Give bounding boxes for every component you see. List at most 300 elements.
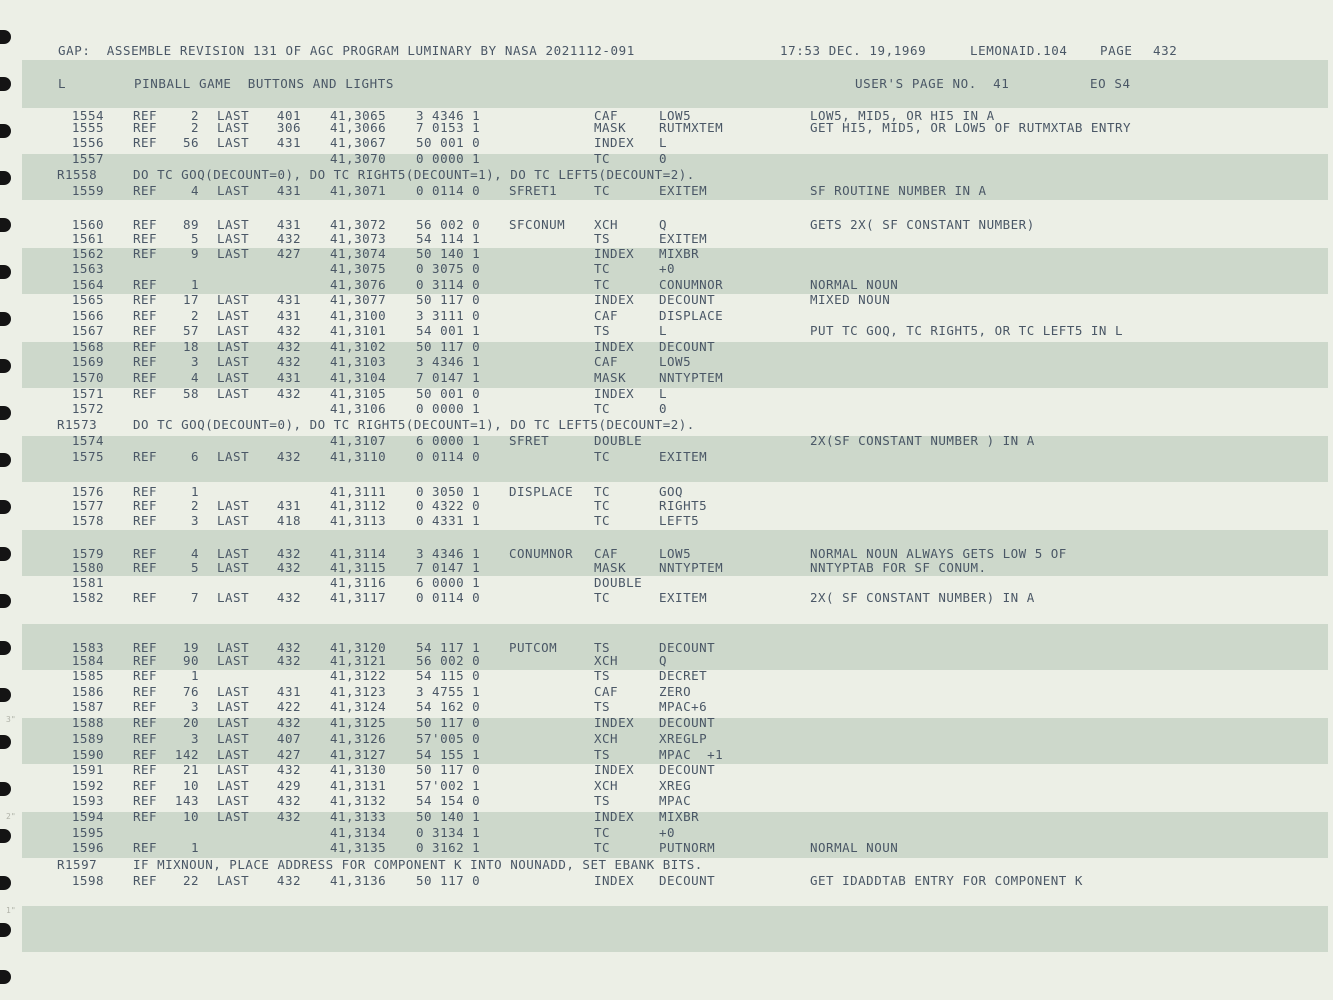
field-refn: 20 — [182, 715, 199, 730]
field-last: LAST — [217, 684, 250, 699]
field-refn: 56 — [182, 135, 199, 150]
field-lastn: 418 — [276, 513, 301, 528]
field-op: TC — [594, 484, 611, 499]
line-number: 1561 — [71, 231, 104, 246]
listing-line — [0, 668, 1333, 683]
line-number: 1559 — [71, 183, 104, 198]
field-addr: 41,3106 — [330, 401, 387, 416]
field-addr: 41,3114 — [330, 546, 387, 561]
field-addr: 41,3125 — [330, 715, 387, 730]
field-operand: LOW5 — [659, 546, 692, 561]
field-addr: 41,3075 — [330, 261, 387, 276]
field-addr: 41,3136 — [330, 873, 387, 888]
field-ref: REF — [133, 370, 158, 385]
field-code: 3 4755 1 — [416, 684, 481, 699]
field-operand: EXITEM — [659, 449, 708, 464]
field-refn: 1 — [190, 484, 199, 499]
field-operand: CONUMNOR — [659, 277, 724, 292]
field-refn: 4 — [190, 546, 199, 561]
field-op: CAF — [594, 546, 619, 561]
line-number: 1556 — [71, 135, 104, 150]
field-code: 50 117 0 — [416, 873, 481, 888]
field-code: 0 0114 0 — [416, 590, 481, 605]
field-refn: 3 — [190, 354, 199, 369]
assembly-title: GAP: ASSEMBLE REVISION 131 OF AGC PROGRAM LUMINARY BY NASA 2021112-091 — [58, 43, 635, 58]
field-last: LAST — [217, 778, 250, 793]
field-code: 0 0000 1 — [416, 401, 481, 416]
listing-line — [0, 401, 1333, 416]
field-lastn: 432 — [276, 762, 301, 777]
field-ref: REF — [133, 715, 158, 730]
line-number: R1573 — [57, 417, 98, 432]
remark-text: IF MIXNOUN, PLACE ADDRESS FOR COMPONENT K INTO NOUNADD, SET EBANK BITS. — [133, 857, 703, 872]
field-lastn: 432 — [276, 546, 301, 561]
field-lastn: 432 — [276, 560, 301, 575]
line-number: 1592 — [71, 778, 104, 793]
line-number: R1558 — [57, 167, 98, 182]
field-op: INDEX — [594, 762, 635, 777]
field-label: SFRET1 — [509, 183, 558, 198]
field-comment: MIXED NOUN — [810, 292, 891, 307]
field-op: XCH — [594, 217, 619, 232]
listing-line — [0, 323, 1333, 338]
field-comment: 2X(SF CONSTANT NUMBER ) IN A — [810, 433, 1035, 448]
field-refn: 4 — [190, 370, 199, 385]
field-last: LAST — [217, 135, 250, 150]
listing-line — [0, 231, 1333, 246]
field-lastn: 431 — [276, 498, 301, 513]
remark-text: DO TC GOQ(DECOUNT=0), DO TC RIGHT5(DECOUNT=1), DO TC LEFT5(DECOUNT=2). — [133, 417, 695, 432]
field-addr: 41,3065 — [330, 108, 387, 123]
field-ref: REF — [133, 873, 158, 888]
field-last: LAST — [217, 308, 250, 323]
field-operand: DECOUNT — [659, 762, 716, 777]
field-code: 54 155 1 — [416, 747, 481, 762]
field-addr: 41,3126 — [330, 731, 387, 746]
line-number: 1580 — [71, 560, 104, 575]
listing-line — [0, 857, 1333, 872]
field-code: 6 0000 1 — [416, 575, 481, 590]
field-lastn: 431 — [276, 684, 301, 699]
field-last: LAST — [217, 323, 250, 338]
section-marker: L — [58, 76, 67, 91]
line-number: 1568 — [71, 339, 104, 354]
field-operand: EXITEM — [659, 590, 708, 605]
line-number: R1597 — [57, 857, 98, 872]
field-op: INDEX — [594, 715, 635, 730]
field-ref: REF — [133, 217, 158, 232]
field-lastn: 432 — [276, 354, 301, 369]
field-code: 0 0114 0 — [416, 183, 481, 198]
field-refn: 4 — [190, 183, 199, 198]
field-ref: REF — [133, 323, 158, 338]
field-refn: 76 — [182, 684, 199, 699]
field-refn: 89 — [182, 217, 199, 232]
field-last: LAST — [217, 183, 250, 198]
field-lastn: 432 — [276, 873, 301, 888]
field-operand: L — [659, 323, 668, 338]
field-refn: 10 — [182, 809, 199, 824]
field-ref: REF — [133, 339, 158, 354]
field-label: SFRET — [509, 433, 550, 448]
field-lastn: 432 — [276, 653, 301, 668]
field-comment: LOW5, MID5, OR HI5 IN A — [810, 108, 995, 123]
line-number: 1564 — [71, 277, 104, 292]
listing-line — [0, 183, 1333, 198]
field-refn: 21 — [182, 762, 199, 777]
line-number: 1584 — [71, 653, 104, 668]
listing-line — [0, 873, 1333, 888]
line-number: 1567 — [71, 323, 104, 338]
field-op: MASK — [594, 370, 627, 385]
field-op: DOUBLE — [594, 575, 643, 590]
field-lastn: 401 — [276, 108, 301, 123]
field-ref: REF — [133, 277, 158, 292]
field-refn: 19 — [182, 640, 199, 655]
field-last: LAST — [217, 292, 250, 307]
field-addr: 41,3124 — [330, 699, 387, 714]
field-op: TC — [594, 401, 611, 416]
field-op: MASK — [594, 560, 627, 575]
field-last: LAST — [217, 217, 250, 232]
field-addr: 41,3104 — [330, 370, 387, 385]
field-refn: 3 — [190, 731, 199, 746]
binder-hole — [0, 77, 11, 91]
line-number: 1557 — [71, 151, 104, 166]
field-addr: 41,3073 — [330, 231, 387, 246]
line-number: 1589 — [71, 731, 104, 746]
binder-hole — [0, 923, 11, 937]
field-addr: 41,3105 — [330, 386, 387, 401]
field-operand: MIXBR — [659, 246, 700, 261]
green-band — [22, 906, 1328, 952]
listing-line — [0, 370, 1333, 385]
source-label: LEMONAID.104 — [970, 43, 1068, 58]
field-last: LAST — [217, 653, 250, 668]
field-op: TC — [594, 840, 611, 855]
field-code: 54 114 1 — [416, 231, 481, 246]
field-last: LAST — [217, 120, 250, 135]
field-refn: 58 — [182, 386, 199, 401]
field-op: TC — [594, 825, 611, 840]
field-op: INDEX — [594, 339, 635, 354]
field-operand: L — [659, 386, 668, 401]
line-number: 1582 — [71, 590, 104, 605]
field-op: XCH — [594, 653, 619, 668]
listing-line — [0, 560, 1333, 575]
field-lastn: 427 — [276, 747, 301, 762]
field-last: LAST — [217, 546, 250, 561]
field-operand: MIXBR — [659, 809, 700, 824]
field-last: LAST — [217, 246, 250, 261]
field-op: INDEX — [594, 292, 635, 307]
field-code: 0 4331 1 — [416, 513, 481, 528]
field-op: TC — [594, 261, 611, 276]
remark-text: DO TC GOQ(DECOUNT=0), DO TC RIGHT5(DECOUNT=1), DO TC LEFT5(DECOUNT=2). — [133, 167, 695, 182]
field-refn: 22 — [182, 873, 199, 888]
field-last: LAST — [217, 560, 250, 575]
field-op: XCH — [594, 778, 619, 793]
field-comment: PUT TC GOQ, TC RIGHT5, OR TC LEFT5 IN L — [810, 323, 1123, 338]
field-operand: L — [659, 135, 668, 150]
field-operand: LOW5 — [659, 354, 692, 369]
listing-line — [0, 575, 1333, 590]
field-ref: REF — [133, 183, 158, 198]
line-number: 1598 — [71, 873, 104, 888]
field-operand: DECOUNT — [659, 292, 716, 307]
field-code: 6 0000 1 — [416, 433, 481, 448]
field-operand: EXITEM — [659, 183, 708, 198]
line-number: 1593 — [71, 793, 104, 808]
field-last: LAST — [217, 354, 250, 369]
line-number: 1587 — [71, 699, 104, 714]
field-code: 0 3162 1 — [416, 840, 481, 855]
field-refn: 17 — [182, 292, 199, 307]
field-refn: 142 — [174, 747, 199, 762]
field-ref: REF — [133, 292, 158, 307]
field-code: 3 3111 0 — [416, 308, 481, 323]
field-addr: 41,3131 — [330, 778, 387, 793]
field-lastn: 432 — [276, 339, 301, 354]
listing-line — [0, 747, 1333, 762]
field-lastn: 427 — [276, 246, 301, 261]
line-number: 1560 — [71, 217, 104, 232]
field-addr: 41,3113 — [330, 513, 387, 528]
field-addr: 41,3115 — [330, 560, 387, 575]
field-addr: 41,3107 — [330, 433, 387, 448]
field-last: LAST — [217, 339, 250, 354]
field-code: 50 001 0 — [416, 135, 481, 150]
listing-line — [0, 762, 1333, 777]
listing-line — [0, 498, 1333, 513]
timestamp: 17:53 DEC. 19,1969 — [780, 43, 927, 58]
field-comment: SF ROUTINE NUMBER IN A — [810, 183, 987, 198]
line-number: 1595 — [71, 825, 104, 840]
field-addr: 41,3102 — [330, 339, 387, 354]
listing-line — [0, 339, 1333, 354]
field-lastn: 432 — [276, 231, 301, 246]
field-code: 54 117 1 — [416, 640, 481, 655]
field-code: 0 0000 1 — [416, 151, 481, 166]
field-operand: DECOUNT — [659, 339, 716, 354]
field-op: INDEX — [594, 873, 635, 888]
field-addr: 41,3074 — [330, 246, 387, 261]
field-last: LAST — [217, 498, 250, 513]
field-refn: 3 — [190, 513, 199, 528]
line-number: 1585 — [71, 668, 104, 683]
field-ref: REF — [133, 640, 158, 655]
field-refn: 2 — [190, 108, 199, 123]
field-op: MASK — [594, 120, 627, 135]
field-refn: 57 — [182, 323, 199, 338]
field-addr: 41,3132 — [330, 793, 387, 808]
line-number: 1570 — [71, 370, 104, 385]
listing-line — [0, 653, 1333, 668]
line-number: 1571 — [71, 386, 104, 401]
field-ref: REF — [133, 354, 158, 369]
field-comment: NORMAL NOUN — [810, 840, 899, 855]
field-code: 50 117 0 — [416, 339, 481, 354]
field-ref: REF — [133, 840, 158, 855]
field-code: 54 115 0 — [416, 668, 481, 683]
field-lastn: 422 — [276, 699, 301, 714]
page-number: 432 — [1153, 43, 1178, 58]
field-operand: RUTMXTEM — [659, 120, 724, 135]
field-ref: REF — [133, 546, 158, 561]
field-refn: 2 — [190, 308, 199, 323]
field-ref: REF — [133, 513, 158, 528]
field-ref: REF — [133, 809, 158, 824]
field-lastn: 432 — [276, 590, 301, 605]
field-op: XCH — [594, 731, 619, 746]
field-addr: 41,3127 — [330, 747, 387, 762]
field-addr: 41,3070 — [330, 151, 387, 166]
field-operand: 0 — [659, 151, 668, 166]
field-code: 3 4346 1 — [416, 354, 481, 369]
field-operand: 0 — [659, 401, 668, 416]
line-number: 1562 — [71, 246, 104, 261]
field-addr: 41,3130 — [330, 762, 387, 777]
listing-line — [0, 590, 1333, 605]
field-addr: 41,3133 — [330, 809, 387, 824]
field-ref: REF — [133, 731, 158, 746]
field-comment: GET IDADDTAB ENTRY FOR COMPONENT K — [810, 873, 1083, 888]
field-label: DISPLACE — [509, 484, 574, 499]
field-operand: MPAC+6 — [659, 699, 708, 714]
listing-line — [0, 386, 1333, 401]
line-number: 1574 — [71, 433, 104, 448]
listing-line — [0, 292, 1333, 307]
line-number: 1566 — [71, 308, 104, 323]
field-operand: EXITEM — [659, 231, 708, 246]
field-last: LAST — [217, 449, 250, 464]
field-addr: 41,3101 — [330, 323, 387, 338]
field-ref: REF — [133, 231, 158, 246]
field-code: 54 162 0 — [416, 699, 481, 714]
field-operand: DISPLACE — [659, 308, 724, 323]
listing-line — [0, 449, 1333, 464]
field-lastn: 431 — [276, 370, 301, 385]
users-page: USER'S PAGE NO. 41 — [855, 76, 1010, 91]
field-last: LAST — [217, 590, 250, 605]
field-op: TC — [594, 183, 611, 198]
field-addr: 41,3116 — [330, 575, 387, 590]
field-addr: 41,3112 — [330, 498, 387, 513]
field-lastn: 432 — [276, 809, 301, 824]
field-ref: REF — [133, 778, 158, 793]
field-last: LAST — [217, 699, 250, 714]
field-addr: 41,3076 — [330, 277, 387, 292]
field-lastn: 432 — [276, 793, 301, 808]
field-ref: REF — [133, 484, 158, 499]
field-lastn: 432 — [276, 386, 301, 401]
field-operand: RIGHT5 — [659, 498, 708, 513]
listing-line — [0, 840, 1333, 855]
listing-line — [0, 715, 1333, 730]
field-code: 7 0153 1 — [416, 120, 481, 135]
field-op: CAF — [594, 354, 619, 369]
field-operand: +0 — [659, 261, 676, 276]
page-label: PAGE — [1100, 43, 1133, 58]
field-operand: MPAC — [659, 793, 692, 808]
field-refn: 2 — [190, 120, 199, 135]
listing-line — [0, 167, 1333, 182]
field-op: CAF — [594, 308, 619, 323]
field-operand: Q — [659, 217, 668, 232]
field-code: 57'005 0 — [416, 731, 481, 746]
field-addr: 41,3111 — [330, 484, 387, 499]
line-number: 1588 — [71, 715, 104, 730]
field-last: LAST — [217, 370, 250, 385]
field-operand: LOW5 — [659, 108, 692, 123]
field-operand: Q — [659, 653, 668, 668]
listing-line — [0, 277, 1333, 292]
field-code: 56 002 0 — [416, 653, 481, 668]
field-ref: REF — [133, 108, 158, 123]
field-op: INDEX — [594, 809, 635, 824]
field-code: 50 117 0 — [416, 715, 481, 730]
field-lastn: 429 — [276, 778, 301, 793]
field-label: CONUMNOR — [509, 546, 574, 561]
field-addr: 41,3103 — [330, 354, 387, 369]
line-number: 1591 — [71, 762, 104, 777]
field-last: LAST — [217, 640, 250, 655]
field-refn: 7 — [190, 590, 199, 605]
listing-line — [0, 684, 1333, 699]
field-comment: NORMAL NOUN ALWAYS GETS LOW 5 OF — [810, 546, 1067, 561]
field-operand: DECRET — [659, 668, 708, 683]
field-code: 0 0114 0 — [416, 449, 481, 464]
eo-label: EO S4 — [1090, 76, 1131, 91]
field-code: 3 4346 1 — [416, 546, 481, 561]
field-last: LAST — [217, 386, 250, 401]
field-refn: 143 — [174, 793, 199, 808]
field-code: 0 3114 0 — [416, 277, 481, 292]
field-addr: 41,3122 — [330, 668, 387, 683]
field-addr: 41,3077 — [330, 292, 387, 307]
field-op: INDEX — [594, 246, 635, 261]
field-ref: REF — [133, 590, 158, 605]
field-op: TC — [594, 513, 611, 528]
field-op: TS — [594, 699, 611, 714]
field-lastn: 432 — [276, 715, 301, 730]
field-op: TS — [594, 668, 611, 683]
field-refn: 1 — [190, 668, 199, 683]
field-op: TC — [594, 590, 611, 605]
line-number: 1579 — [71, 546, 104, 561]
field-lastn: 432 — [276, 449, 301, 464]
binder-hole — [0, 970, 11, 984]
field-op: TS — [594, 747, 611, 762]
field-code: 50 140 1 — [416, 246, 481, 261]
field-refn: 3 — [190, 699, 199, 714]
field-code: 7 0147 1 — [416, 370, 481, 385]
field-ref: REF — [133, 684, 158, 699]
field-ref: REF — [133, 135, 158, 150]
field-operand: NNTYPTEM — [659, 370, 724, 385]
field-operand: +0 — [659, 825, 676, 840]
field-op: TC — [594, 498, 611, 513]
field-addr: 41,3067 — [330, 135, 387, 150]
section-title: PINBALL GAME BUTTONS AND LIGHTS — [134, 76, 395, 91]
field-refn: 18 — [182, 339, 199, 354]
listing-line — [0, 484, 1333, 499]
field-op: TC — [594, 151, 611, 166]
field-operand: ZERO — [659, 684, 692, 699]
field-op: TC — [594, 449, 611, 464]
field-last: LAST — [217, 108, 250, 123]
field-label: PUTCOM — [509, 640, 558, 655]
